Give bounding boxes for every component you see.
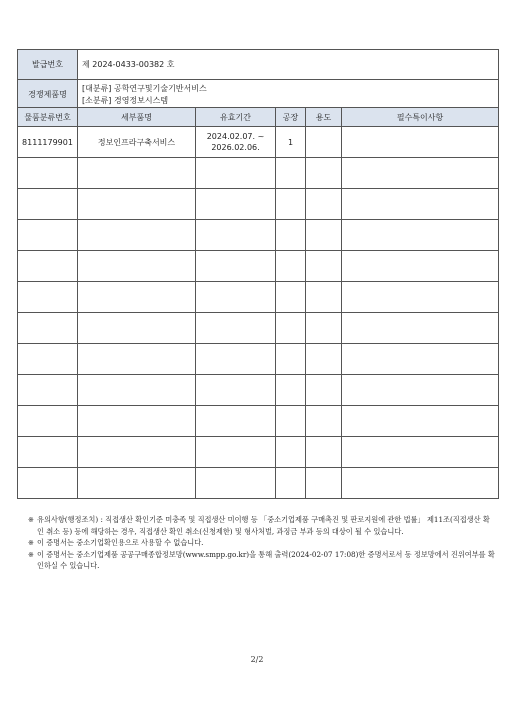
table-row-empty xyxy=(18,406,499,437)
empty-cell xyxy=(276,282,306,313)
empty-cell xyxy=(18,282,78,313)
product-name-value xyxy=(78,80,499,110)
empty-cell xyxy=(276,406,306,437)
notice-item xyxy=(28,514,496,537)
col-header-validity: 유효기간 xyxy=(196,108,276,127)
product-name-label: 경쟁제품명 xyxy=(18,80,78,110)
col-header-special-notes: 필수특이사항 xyxy=(342,108,499,127)
empty-cell xyxy=(276,437,306,468)
table-row-empty xyxy=(18,220,499,251)
notice-item xyxy=(28,537,496,549)
empty-cell xyxy=(18,437,78,468)
empty-cell xyxy=(18,220,78,251)
items-header-row xyxy=(18,108,499,127)
item-class-code: 8111179901 xyxy=(18,127,78,158)
empty-cell xyxy=(78,189,196,220)
empty-cell xyxy=(276,251,306,282)
empty-cell xyxy=(18,344,78,375)
product-name-row xyxy=(18,80,499,110)
empty-cell xyxy=(78,437,196,468)
empty-cell xyxy=(18,375,78,406)
empty-cell xyxy=(196,282,276,313)
empty-cell xyxy=(306,375,342,406)
table-row-empty xyxy=(18,313,499,344)
empty-cell xyxy=(306,344,342,375)
empty-cell xyxy=(196,220,276,251)
empty-cell xyxy=(276,313,306,344)
empty-cell xyxy=(342,406,499,437)
notice-text: 유의사항(행정조치) : 직접생산 확인기준 미충족 및 직접생산 미이행 등 「중소기업제품 구매촉진 및 판로지원에 관한 법률」 제11조(직접생산 확인 취소 등) 등에 해당하는 경우, 직접생산 확인 취소(신청제한) 및 형사처벌, 과징금 부과 등의 대상이 될 수 있습니다. xyxy=(37,515,490,536)
empty-cell xyxy=(306,158,342,189)
empty-cell xyxy=(306,189,342,220)
empty-cell xyxy=(196,313,276,344)
empty-cell xyxy=(342,437,499,468)
empty-cell xyxy=(276,158,306,189)
empty-cell xyxy=(342,468,499,499)
empty-cell xyxy=(276,344,306,375)
empty-cell xyxy=(306,220,342,251)
notices-section xyxy=(28,514,496,572)
issue-number-row xyxy=(18,50,499,80)
col-header-item-name: 세부품명 xyxy=(78,108,196,127)
table-row-empty xyxy=(18,282,499,313)
notice-bullet: ※ xyxy=(28,549,35,559)
empty-cell xyxy=(276,468,306,499)
empty-cell xyxy=(306,251,342,282)
empty-cell xyxy=(78,313,196,344)
empty-cell xyxy=(196,375,276,406)
empty-cell xyxy=(18,189,78,220)
empty-cell xyxy=(276,189,306,220)
empty-cell xyxy=(342,158,499,189)
issue-number-label: 발급번호 xyxy=(18,50,78,80)
empty-cell xyxy=(18,313,78,344)
empty-cell xyxy=(196,344,276,375)
empty-cell xyxy=(306,437,342,468)
empty-cell xyxy=(78,220,196,251)
empty-cell xyxy=(306,468,342,499)
product-items-table xyxy=(17,107,499,499)
empty-cell xyxy=(78,406,196,437)
empty-cell xyxy=(196,189,276,220)
empty-cell xyxy=(342,189,499,220)
empty-cell xyxy=(78,344,196,375)
empty-cell xyxy=(18,158,78,189)
empty-cell xyxy=(342,313,499,344)
table-row-empty xyxy=(18,251,499,282)
notice-bullet: ※ xyxy=(28,515,35,524)
item-special-notes xyxy=(342,127,499,158)
empty-cell xyxy=(276,375,306,406)
item-name: 정보인프라구축서비스 xyxy=(78,127,196,158)
page-number: 2/2 xyxy=(250,655,264,664)
empty-cell xyxy=(342,375,499,406)
table-row-empty xyxy=(18,468,499,499)
empty-cell xyxy=(18,406,78,437)
notice-bullet: ※ xyxy=(28,538,35,547)
certificate-header-table xyxy=(17,49,499,110)
item-use xyxy=(306,127,342,158)
empty-cell xyxy=(196,437,276,468)
table-row-empty xyxy=(18,158,499,189)
product-major-category: [대분류] 공학연구및기술기반서비스 xyxy=(82,83,207,93)
empty-cell xyxy=(18,251,78,282)
empty-cell xyxy=(196,251,276,282)
notice-text: 이 증명서는 중소기업확인용으로 사용할 수 없습니다. xyxy=(37,538,204,547)
empty-cell xyxy=(196,158,276,189)
empty-cell xyxy=(78,251,196,282)
empty-cell xyxy=(306,313,342,344)
table-row-empty xyxy=(18,344,499,375)
item-factory: 1 xyxy=(276,127,306,158)
empty-cell xyxy=(196,406,276,437)
empty-cell xyxy=(18,468,78,499)
empty-cell xyxy=(342,344,499,375)
empty-cell xyxy=(276,220,306,251)
issue-number-value: 제 2024-0433-00382 호 xyxy=(78,50,499,80)
empty-cell xyxy=(342,251,499,282)
notice-item xyxy=(28,549,496,572)
empty-cell xyxy=(196,468,276,499)
empty-cell xyxy=(78,375,196,406)
empty-cell xyxy=(78,282,196,313)
empty-cell xyxy=(78,468,196,499)
item-validity xyxy=(196,127,276,158)
empty-cell xyxy=(306,282,342,313)
col-header-class-code: 물품분류번호 xyxy=(18,108,78,127)
table-row-empty xyxy=(18,375,499,406)
col-header-factory: 공장 xyxy=(276,108,306,127)
empty-cell xyxy=(342,220,499,251)
empty-cell xyxy=(342,282,499,313)
empty-cell xyxy=(78,158,196,189)
table-row xyxy=(18,127,499,158)
product-minor-category: [소분류] 경영정보시스템 xyxy=(82,95,169,105)
validity-start: 2024.02.07. ~ xyxy=(206,132,265,141)
notice-text: 이 증명서는 중소기업제품 공공구매종합정보망(www.smpp.go.kr)을 통해 출력(2024-02-07 17:08)한 증명서로서 동 정보망에서 진위여부를 확인하실 수 있습니다. xyxy=(37,549,495,570)
validity-end: 2026.02.06. xyxy=(211,143,260,152)
table-row-empty xyxy=(18,189,499,220)
empty-cell xyxy=(306,406,342,437)
table-row-empty xyxy=(18,437,499,468)
col-header-use: 용도 xyxy=(306,108,342,127)
